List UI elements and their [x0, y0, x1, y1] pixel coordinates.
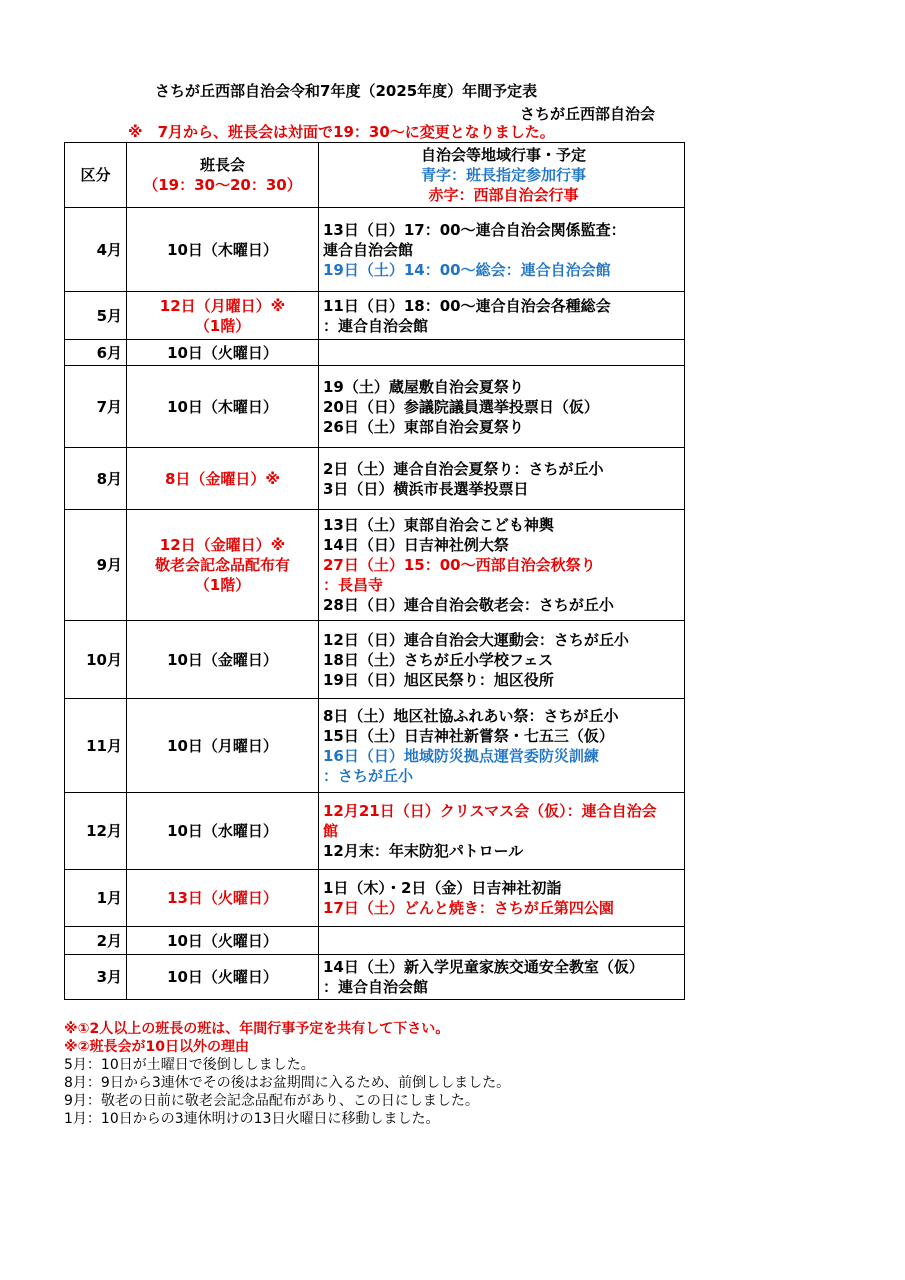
table-row [65, 292, 685, 340]
event-line: 19日（土）14：00～総会：連合自治会館 [323, 260, 611, 279]
events-cell [319, 793, 685, 870]
meeting-cell [127, 621, 319, 699]
events-cell [319, 927, 685, 955]
meeting-date: 10日（火曜日） [167, 968, 278, 986]
header-legend-red: 赤字：西部自治会行事 [428, 186, 579, 204]
events-cell [319, 510, 685, 621]
table-row [65, 699, 685, 793]
meeting-date: 10日（火曜日） [167, 931, 278, 950]
month-cell: 10月 [65, 621, 127, 699]
meeting-cell [127, 292, 319, 340]
meeting-cell [127, 510, 319, 621]
event-line: ：連合自治会館 [323, 978, 429, 996]
meeting-date: 13日（火曜日） [167, 889, 278, 907]
meeting-cell [127, 870, 319, 927]
event-line: 14日（日）日吉神社例大祭 [323, 536, 509, 554]
month-cell: 1月 [65, 870, 127, 927]
meeting-cell [127, 340, 319, 366]
meeting-note: （1階） [194, 316, 251, 335]
events-cell [319, 340, 685, 366]
event-line: 14日（土）新入学児童家族交通安全教室（仮） [323, 958, 644, 976]
meeting-note: （1階） [194, 576, 251, 594]
month-cell: 5月 [65, 292, 127, 340]
reason-line: 5月：10日が土曜日で後倒ししました。 [64, 1057, 315, 1073]
reason-line: 9月：敬老の日前に敬老会記念品配布があり、この日にしました。 [64, 1093, 479, 1109]
note-reasons-heading: ※②班長会が10日以外の理由 [64, 1039, 249, 1055]
meeting-cell [127, 208, 319, 292]
table-row [65, 340, 685, 366]
meeting-date: 8日（金曜日）※ [164, 469, 281, 488]
note-share-schedule: ※①2人以上の班長の班は、年間行事予定を共有して下さい。 [64, 1021, 450, 1037]
reason-line: 8月：9日から3連休でその後はお盆期間に入るため、前倒ししました。 [64, 1075, 511, 1091]
notes-section [64, 1020, 510, 1128]
meeting-cell [127, 366, 319, 448]
header-legend-blue: 青字：班長指定参加行事 [420, 166, 586, 184]
month-cell: 6月 [65, 340, 127, 366]
table-row [65, 955, 685, 1000]
page-title: さちが丘西部自治会令和7年度（2025年度）年間予定表 [155, 82, 538, 100]
month-cell: 9月 [65, 510, 127, 621]
events-cell [319, 699, 685, 793]
event-line: 3日（日）横浜市長選挙投票日 [323, 479, 529, 498]
meeting-cell [127, 793, 319, 870]
reason-line: 1月：10日からの3連休明けの13日火曜日に移動しました。 [64, 1111, 440, 1127]
month-cell: 7月 [65, 366, 127, 448]
header-events-title: 自治会等地域行事・予定 [420, 146, 586, 164]
event-line: 28日（日）連合自治会敬老会：さちが丘小 [323, 596, 614, 614]
event-line: 19日（日）旭区民祭り：旭区役所 [323, 670, 554, 689]
event-line: ：長昌寺 [323, 576, 384, 594]
header-meeting-title: 班長会 [199, 156, 245, 174]
table-header-row [65, 143, 685, 208]
table-row [65, 366, 685, 448]
meeting-note: 敬老会記念品配布有 [154, 556, 290, 574]
table-row [65, 448, 685, 510]
header-meeting [127, 143, 319, 208]
meeting-date: 10日（木曜日） [167, 397, 278, 416]
table-row [65, 793, 685, 870]
meeting-date: 10日（水曜日） [167, 822, 278, 840]
meeting-date: 10日（火曜日） [167, 343, 278, 362]
events-cell [319, 448, 685, 510]
events-cell [319, 208, 685, 292]
events-cell [319, 292, 685, 340]
event-line: 11日（日）18：00～連合自治会各種総会 [323, 296, 611, 315]
event-line: 8日（土）地区社協ふれあい祭：さちが丘小 [323, 706, 619, 725]
event-line: 13日（土）東部自治会こども神輿 [323, 516, 554, 534]
event-line: 19（土）蔵屋敷自治会夏祭り [323, 377, 524, 396]
month-cell: 2月 [65, 927, 127, 955]
meeting-date: 10日（月曜日） [167, 736, 278, 755]
header-category: 区分 [65, 143, 127, 208]
event-line: 18日（土）さちが丘小学校フェス [323, 650, 554, 669]
event-line: 13日（日）17：00～連合自治会関係監査： [323, 220, 626, 239]
month-cell: 11月 [65, 699, 127, 793]
events-cell [319, 621, 685, 699]
header-meeting-time: （19：30～20：30） [143, 176, 302, 194]
event-line: 16日（日）地域防災拠点運営委防災訓練 [323, 746, 599, 765]
event-line: 26日（土）東部自治会夏祭り [323, 417, 524, 436]
event-line: 17日（土）どんと焼き：さちが丘第四公園 [323, 899, 614, 917]
meeting-date: 10日（木曜日） [167, 240, 278, 259]
meeting-date: 12日（金曜日）※ [159, 536, 286, 554]
table-row [65, 621, 685, 699]
organization-name: さちが丘西部自治会 [520, 105, 656, 123]
events-cell [319, 955, 685, 1000]
event-line: 27日（土）15：00～西部自治会秋祭り [323, 556, 596, 574]
event-line: 1日（木）・2日（金）日吉神社初詣 [323, 879, 562, 897]
meeting-cell [127, 927, 319, 955]
event-line: 12月21日（日）クリスマス会（仮）：連合自治会 [323, 802, 657, 820]
meeting-date: 12日（月曜日）※ [159, 296, 286, 315]
table-row [65, 927, 685, 955]
month-cell: 12月 [65, 793, 127, 870]
header-events [319, 143, 685, 208]
event-line: ：連合自治会館 [323, 316, 429, 335]
meeting-date: 10日（金曜日） [167, 650, 278, 669]
event-line: 15日（土）日吉神社新嘗祭・七五三（仮） [323, 726, 614, 745]
month-cell: 3月 [65, 955, 127, 1000]
events-cell [319, 870, 685, 927]
event-line: 館 [323, 822, 339, 840]
month-cell: 8月 [65, 448, 127, 510]
table-row [65, 208, 685, 292]
event-line: ：さちが丘小 [323, 766, 414, 785]
events-cell [319, 366, 685, 448]
schedule-change-notice: ※ 7月から、班長会は対面で19：30～に変更となりました。 [128, 123, 555, 141]
event-line: 連合自治会館 [323, 240, 414, 259]
event-line: 12日（日）連合自治会大運動会：さちが丘小 [323, 630, 629, 649]
event-line: 2日（土）連合自治会夏祭り：さちが丘小 [323, 459, 604, 478]
table-row [65, 870, 685, 927]
meeting-cell [127, 699, 319, 793]
event-line: 20日（日）参議院議員選挙投票日（仮） [323, 397, 599, 416]
annual-schedule-table [64, 142, 685, 1000]
meeting-cell [127, 955, 319, 1000]
meeting-cell [127, 448, 319, 510]
table-row [65, 510, 685, 621]
event-line: 12月末：年末防犯パトロール [323, 842, 524, 860]
month-cell: 4月 [65, 208, 127, 292]
